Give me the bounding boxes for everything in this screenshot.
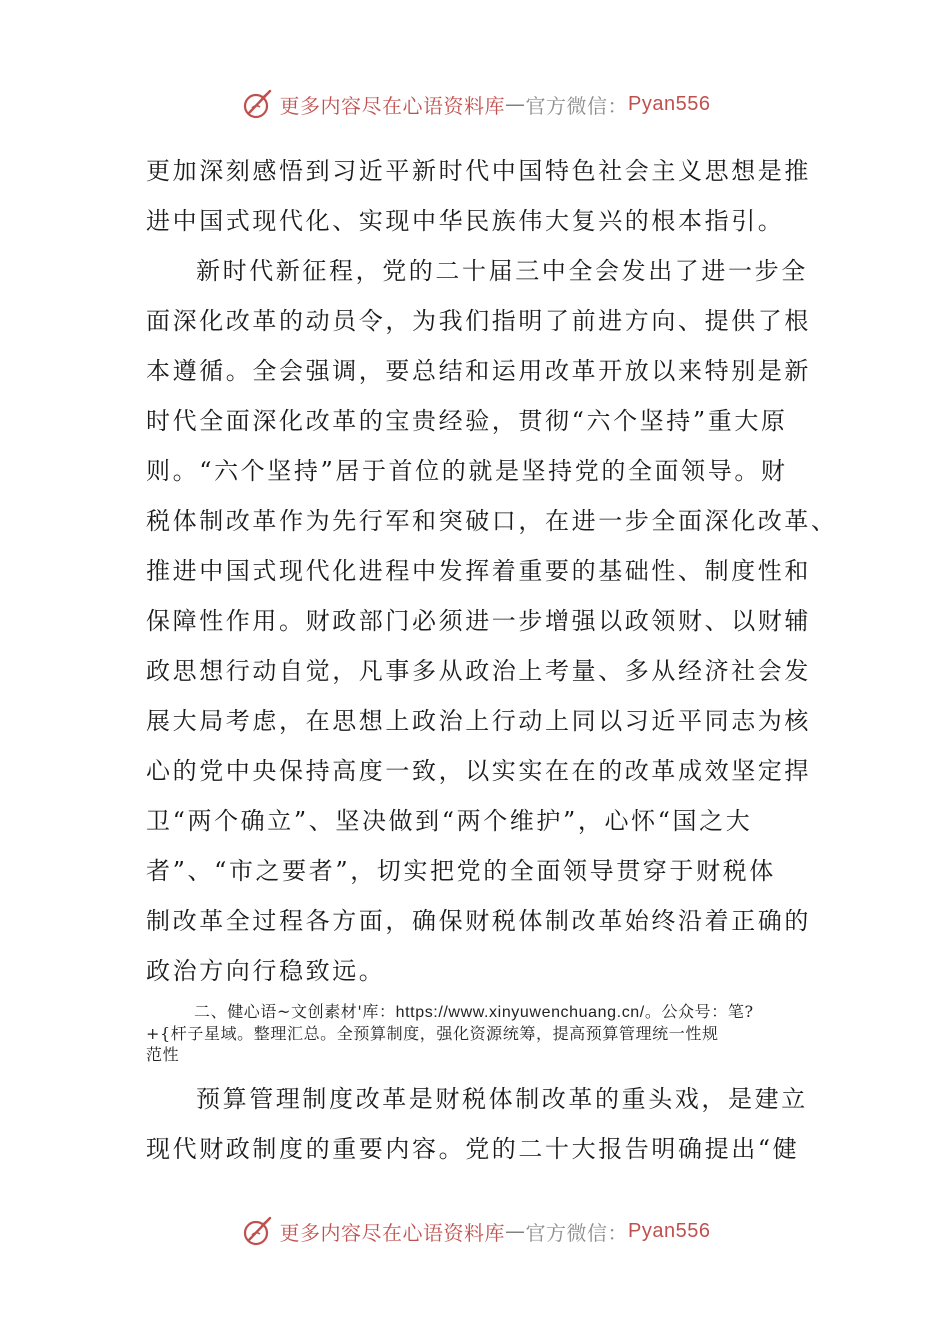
text-line: 心的党中央保持高度一致，以实实在在的改革成效坚定捍 (146, 757, 811, 785)
banner-title: 更多内容尽在心语资料库 (279, 93, 506, 118)
heading-line (146, 1001, 796, 1023)
text-line: 政治方向行稳致远。 (146, 957, 386, 985)
text-line: 税体制改革作为先行军和突破口，在进一步全面深化改革、 (146, 507, 838, 535)
banner-wechat-id: Pyan556 (628, 92, 711, 115)
paragraph-3 (146, 1074, 808, 1174)
header-banner (0, 84, 950, 124)
text-line: 政思想行动自觉，凡事多从政治上考量、多从经济社会发 (146, 657, 811, 685)
text-line: 面深化改革的动员令，为我们指明了前进方向、提供了根 (146, 307, 811, 335)
heading-suffix: 。公众号：笔? (644, 1002, 754, 1021)
quill-logo-icon (240, 1213, 276, 1249)
text-line: 预算管理制度改革是财税体制改革的重头戏，是建立 (196, 1085, 808, 1113)
banner-separator: — (505, 1219, 526, 1243)
banner-wechat-label: 官方微信： (525, 93, 629, 118)
text-line: 卫“两个确立”、坚决做到“两个维护”，心怀“国之大 (146, 807, 753, 835)
heading-prefix: 二、健心语~文创素材'库： (194, 1002, 396, 1021)
text-line: 者”、“市之要者”，切实把党的全面领导贯穿于财税体 (146, 857, 776, 885)
document-body (146, 146, 838, 1174)
text-line: 本遵循。全会强调，要总结和运用改革开放以来特别是新 (146, 357, 811, 385)
text-line: 新时代新征程，党的二十届三中全会发出了进一步全 (196, 257, 808, 285)
text-line: 现代财政制度的重要内容。党的二十大报告明确提出“健 (146, 1135, 800, 1163)
banner-wechat-id: Pyan556 (628, 1219, 711, 1242)
banner-wechat-label: 官方微信： (525, 1220, 629, 1245)
banner-title: 更多内容尽在心语资料库 (279, 1220, 506, 1245)
text-line: 时代全面深化改革的宝贵经验，贯彻“六个坚持”重大原 (146, 407, 788, 435)
quill-logo-icon (240, 86, 276, 122)
paragraph-1 (146, 146, 811, 246)
source-url-link[interactable]: https://www.xinyuwenchuang.cn/ (395, 1004, 645, 1021)
text-line: 推进中国式现代化进程中发挥着重要的基础性、制度性和 (146, 557, 811, 585)
text-line: 更加深刻感悟到习近平新时代中国特色社会主义思想是推 (146, 157, 811, 185)
heading-line: 范性 (146, 1045, 180, 1064)
heading-line: +{杆子星域。整理汇总。全预算制度，强化资源统筹，提高预算管理统一性规 (146, 1024, 719, 1043)
paragraph-2 (146, 246, 838, 996)
text-line: 展大局考虑，在思想上政治上行动上同以习近平同志为核 (146, 707, 811, 735)
text-line: 制改革全过程各方面，确保财税体制改革始终沿着正确的 (146, 907, 811, 935)
banner-separator: — (505, 92, 526, 116)
footer-banner (0, 1211, 950, 1251)
text-line: 保障性作用。财政部门必须进一步增强以政领财、以财辅 (146, 607, 811, 635)
text-line: 进中国式现代化、实现中华民族伟大复兴的根本指引。 (146, 207, 785, 235)
text-line: 则。“六个坚持”居于首位的就是坚持党的全面领导。财 (146, 457, 788, 485)
section-heading (146, 1001, 796, 1065)
